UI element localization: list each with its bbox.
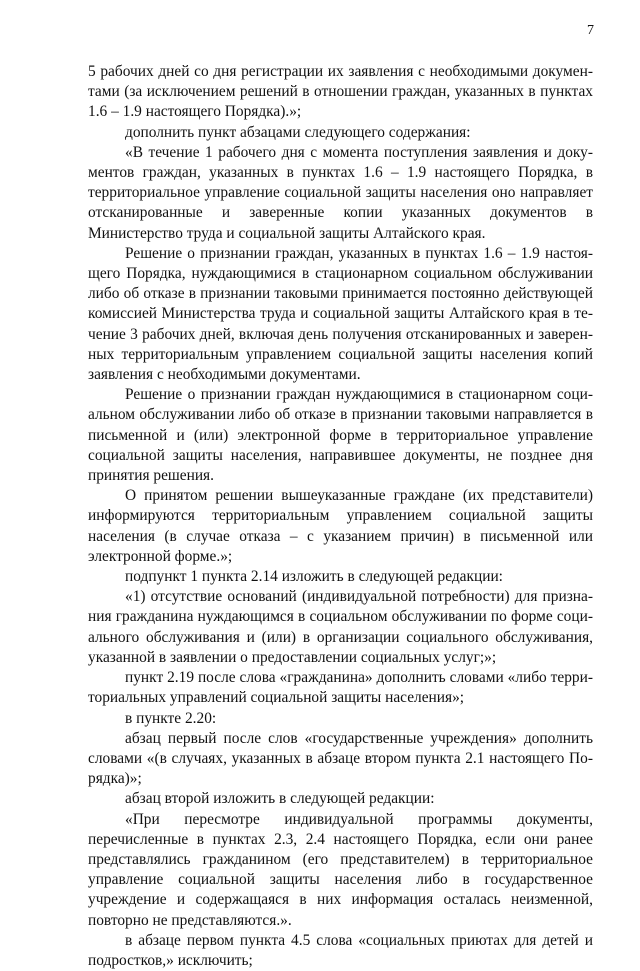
paragraph: дополнить пункт абзацами следующего содержания:	[125, 123, 471, 141]
paragraph: подпункт 1 пункта 2.14 изложить в следующей редакции:	[125, 568, 503, 586]
paragraph: Решение о признании граждан нуждающимися в стационарном социальном обслуживании либо об отказе в признании таковыми направляется в письменной и (или) электронной форме в территориальное управление социальной защиты населения, направившее документы, не позднее дня принятия решения.	[88, 386, 593, 485]
paragraph: «1) отсутствие оснований (индивидуальной потребности) для признания гражданина нуждающимся в социальном обслуживании по форме социального обслуживания и (или) в организации социального обслуживания, указанной в заявлении о предоставлении социальных услуг;»;	[88, 588, 593, 666]
page-number: 7	[587, 23, 594, 38]
paragraph: «В течение 1 рабочего дня с момента поступления заявления и документов граждан, указанных в пунктах 1.6 – 1.9 настоящего Порядка, в территориальное управление социальной защиты населения оно направляет отсканированные и заверенные копии указанных документов в Министерство труда и социальной защиты Алтайского края.	[88, 143, 593, 242]
paragraph: «При пересмотре индивидуальной программы документы, перечисленные в пунктах 2.3, 2.4 настоящего Порядка, если они ранее представлялись гражданином (его представителем) в территориальное управление социальной защиты населения либо в государственное учреждение и содержащаяся в них информация осталась неизменной, повторно не представляются.».	[88, 810, 593, 929]
paragraph: в абзаце первом пункта 4.5 слова «социальных приютах для детей и подростков,» исключить;	[88, 931, 593, 969]
paragraph: абзац первый после слов «государственные учреждения» дополнить словами «(в случаях, указанных в абзаце втором пункта 2.1 настоящего Порядка)»;	[88, 729, 593, 788]
paragraph: пункт 2.19 после слова «гражданина» дополнить словами «либо территориальных управлений социальной защиты населения»;	[88, 669, 593, 707]
paragraph: абзац второй изложить в следующей редакции:	[125, 790, 435, 808]
paragraph-continuation: 5 рабочих дней со дня регистрации их заявления с необходимыми документами (за исключением решений в отношении граждан, указанных в пунктах 1.6 – 1.9 настоящего Порядка).»;	[88, 63, 593, 121]
paragraph: О принятом решении вышеуказанные граждане (их представители) информируются территориальным управлением социальной защиты населения (в случае отказа – с указанием причин) в письменной или электронной форме.»;	[88, 487, 593, 565]
document-body	[88, 62, 593, 971]
paragraph: в пункте 2.20:	[125, 709, 217, 727]
paragraph: Решение о признании граждан, указанных в пунктах 1.6 – 1.9 настоящего Порядка, нуждающимися в стационарном социальном обслуживании либо об отказе в признании таковыми принимается постоянно действующей комиссией Министерства труда и социальной защиты Алтайского края в течение 3 рабочих дней, включая день получения отсканированных и заверенных территориальным управлением социальной защиты населения копий заявления с необходимыми документами.	[88, 244, 593, 384]
